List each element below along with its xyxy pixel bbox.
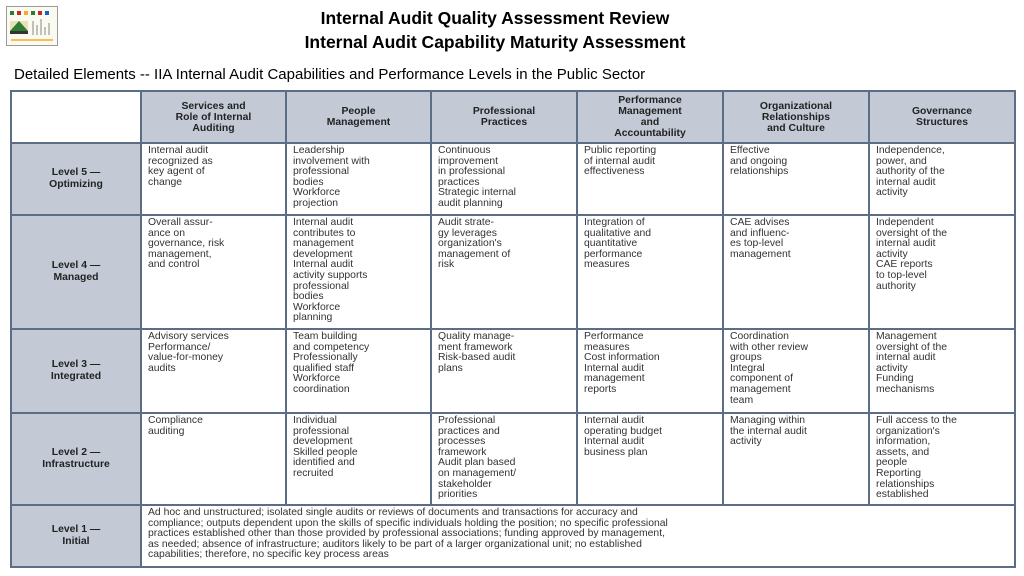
cell-text-line: mechanisms (876, 383, 935, 395)
table-row-level-1 (11, 505, 1015, 567)
cell-text-line: Level 2 — (51, 447, 101, 458)
cell-text-line: Professionally (293, 352, 358, 364)
cell-text-line: and (640, 117, 660, 128)
cell-text-line: audits (148, 362, 176, 374)
cell-text-line: groups (730, 352, 762, 364)
row-header-level-4 (11, 215, 141, 329)
cell-text-line: measures (584, 341, 630, 353)
table-row-level-3 (11, 329, 1015, 413)
cell-text-line: priorities (438, 489, 478, 501)
cell-text-line: Workforce (293, 301, 341, 313)
cell-text-line: Internal audit (584, 415, 645, 426)
cell-text-line: power, and (876, 155, 927, 167)
cell-text-line: to top-level (876, 269, 927, 281)
cell-text-line: oversight of the (876, 227, 948, 239)
cell-text-line: CAE advises (730, 217, 790, 228)
cell-text-line: Integrated (50, 371, 102, 382)
cell-text-line: Advisory services (148, 331, 229, 342)
row-header-level-3 (11, 329, 141, 413)
table-row-level-4 (11, 215, 1015, 329)
table-cell (869, 413, 1015, 505)
table-cell (577, 329, 723, 413)
cell-text-line: business plan (584, 446, 648, 458)
cell-text-line: Internal audit (293, 259, 354, 271)
cell-text-line: management of (438, 248, 511, 260)
cell-text-line: change (148, 176, 183, 188)
cell-text-line: identified and (293, 457, 355, 469)
table-cell (869, 143, 1015, 215)
row-header-level-2 (11, 413, 141, 505)
table-cell (141, 413, 286, 505)
cell-text-line: Quality manage- (438, 331, 515, 342)
cell-text-line: qualified staff (293, 362, 355, 374)
cell-text-line: audit planning (438, 197, 503, 209)
cell-text-line: Ad hoc and unstructured; isolated single audits or reviews of documents and transactions for accuracy and (148, 507, 638, 518)
cell-text-line: Internal audit (293, 217, 354, 228)
cell-text-line: information, (876, 436, 931, 448)
column-header-organizational-relationships (723, 91, 869, 143)
cell-text-line: activity (876, 362, 908, 374)
table-cell (141, 143, 286, 215)
cell-text-line: Integration of (584, 217, 645, 228)
cell-text-line: Coordination (730, 331, 789, 342)
cell-text-line: practices and (438, 425, 500, 437)
cell-text-line: Strategic internal (438, 187, 516, 199)
cell-text-line: organization's (438, 238, 502, 250)
cell-text-line: Relationships (761, 111, 831, 123)
cell-text-line: coordination (293, 383, 350, 395)
cell-text-line: established (876, 489, 929, 501)
cell-text-line: development (293, 436, 353, 448)
cell-text-line: Workforce (293, 187, 341, 199)
cell-text-line: recruited (293, 467, 334, 479)
cell-text-line: in professional (438, 166, 506, 178)
cell-text-line: value-for-money (148, 352, 224, 364)
table-cell (577, 413, 723, 505)
cell-text-line: and ongoing (730, 155, 788, 167)
cell-text-line: People (341, 106, 376, 117)
cell-text-line: activity (730, 436, 762, 448)
cell-text-line: Reporting (876, 467, 922, 479)
cell-text-line: assets, and (876, 446, 930, 458)
cell-text-line: Independent (876, 217, 934, 228)
table-cell (723, 413, 869, 505)
cell-text-line: Leadership (293, 145, 345, 156)
cell-text-line: effectiveness (584, 166, 645, 178)
cell-text-line: on management/ (438, 467, 516, 479)
cell-text-line: Level 1 — (51, 524, 101, 535)
cell-text-line: Professional (472, 106, 536, 117)
cell-text-line: reports (584, 383, 617, 395)
cell-text-line: practices (438, 176, 480, 188)
cell-text-line: management (584, 373, 645, 385)
row-header-level-5 (11, 143, 141, 215)
cell-text-line: team (730, 394, 754, 406)
cell-text-line: activity (876, 187, 908, 199)
table-cell (286, 413, 431, 505)
cell-text-line: ment framework (438, 341, 513, 353)
cell-text-line: people (876, 457, 908, 469)
cell-text-line: Auditing (192, 122, 235, 134)
cell-text-line: Organizational (759, 100, 833, 112)
cell-text-line: development (293, 248, 353, 260)
cell-text-line: Infrastructure (42, 459, 110, 470)
cell-text-line: internal audit (876, 352, 936, 364)
cell-text-line: contributes to (293, 227, 356, 239)
table-cell (577, 143, 723, 215)
cell-text-line: Effective (730, 145, 770, 156)
cell-text-line: the internal audit (730, 425, 807, 437)
cell-text-line: with other review (730, 341, 808, 353)
cell-text-line: Accountability (614, 128, 686, 139)
cell-text-line: Funding (876, 373, 914, 385)
cell-text-line: stakeholder (438, 478, 492, 490)
table-cell (286, 329, 431, 413)
cell-text-line: CAE reports (876, 259, 933, 271)
cell-text-line: internal audit (876, 176, 936, 188)
table-cell (431, 215, 577, 329)
column-header-people-management (286, 91, 431, 143)
cell-text-line: and competency (293, 341, 370, 353)
cell-text-line: Audit plan based (438, 457, 516, 469)
cell-text-line: and control (148, 259, 200, 271)
cell-text-line: management (293, 238, 354, 250)
table-cell (286, 215, 431, 329)
cell-text-line: Services and (181, 100, 246, 112)
cell-text-line: professional (293, 280, 350, 292)
capability-maturity-table (10, 90, 1016, 568)
cell-text-line: Practices (480, 117, 528, 128)
cell-text-line: management, (148, 248, 212, 260)
cell-text-line: qualitative and (584, 227, 652, 239)
cell-text-line: Team building (293, 331, 358, 342)
table-cell (286, 143, 431, 215)
cell-text-line: Individual (293, 415, 337, 426)
cell-text-line: management (730, 383, 791, 395)
cell-text-line: activity (876, 248, 908, 260)
cell-text-line: risk (438, 259, 455, 271)
cell-text-line: Skilled people (293, 446, 358, 458)
cell-text-line: quantitative (584, 238, 638, 250)
cell-text-line: compliance; outputs dependent upon the skills of specific individuals holding the position; no specific professional (148, 517, 668, 529)
table-cell (723, 215, 869, 329)
cell-text-line: Performance/ (148, 341, 211, 353)
cell-text-line: Initial (62, 536, 90, 547)
cell-text-line: Management (326, 117, 391, 128)
cell-text-line: Level 4 — (51, 260, 101, 271)
table-cell (869, 215, 1015, 329)
cell-text-line: Governance (911, 106, 973, 117)
cell-text-line: authority of the (876, 166, 945, 178)
column-header-governance-structures (869, 91, 1015, 143)
column-header-services-role (141, 91, 286, 143)
cell-text-line: relationships (730, 166, 789, 178)
cell-text-line: Full access to the (876, 415, 957, 426)
cell-text-line: processes (438, 436, 486, 448)
cell-text-line: ance on (148, 227, 185, 239)
cell-text-line: management (730, 248, 791, 260)
column-header-performance-management (577, 91, 723, 143)
table-row-level-2 (11, 413, 1015, 505)
cell-text-line: es top-level (730, 238, 784, 250)
cell-text-line: Integral (730, 362, 765, 374)
cell-text-line: Workforce (293, 373, 341, 385)
cell-text-line: auditing (148, 425, 185, 437)
cell-text-line: oversight of the (876, 341, 948, 353)
cell-text-line: Role of Internal (175, 111, 252, 123)
cell-text-line: Level 3 — (51, 359, 101, 370)
column-header-professional-practices (431, 91, 577, 143)
table-cell (141, 329, 286, 413)
table-cell (431, 413, 577, 505)
cell-text-line: Overall assur- (148, 217, 213, 228)
cell-text-line: plans (438, 362, 463, 374)
table-cell (723, 143, 869, 215)
cell-text-line: planning (293, 312, 333, 324)
cell-text-line: Cost information (584, 352, 660, 364)
cell-text-line: bodies (293, 176, 324, 188)
cell-text-line: Independence, (876, 145, 945, 156)
cell-text-line: Compliance (148, 415, 203, 426)
cell-text-line: Structures (916, 117, 968, 128)
cell-text-line: Public reporting (584, 145, 657, 156)
table-row-level-5 (11, 143, 1015, 215)
cell-text-line: Internal audit (148, 145, 209, 156)
cell-text-line: Performance (618, 95, 682, 106)
cell-text-line: activity supports (293, 269, 368, 281)
cell-text-line: authority (876, 280, 916, 292)
cell-text-line: framework (438, 446, 487, 458)
cell-text-line: professional (293, 166, 350, 178)
cell-text-line: Performance (584, 331, 644, 342)
cell-text-line: relationships (876, 478, 935, 490)
cell-text-line: as needed; absence of infrastructure; auditors likely to be part of a larger organizational unit; no established (148, 538, 642, 550)
table-cell (431, 329, 577, 413)
section-caption: Detailed Elements -- IIA Internal Audit Capabilities and Performance Levels in the Public Sector (14, 66, 646, 83)
cell-text-line: practices established other than those provided by professional associations; funding approved by management, (148, 528, 665, 540)
cell-text-line: Continuous (438, 145, 491, 156)
table-header-row (11, 91, 1015, 143)
cell-text-line: Management (876, 331, 937, 342)
cell-text-line: Optimizing (49, 179, 103, 190)
cell-text-line: recognized as (148, 155, 213, 167)
page-title: Internal Audit Quality Assessment Review (320, 8, 670, 28)
cell-text-line: Level 5 — (51, 167, 101, 178)
cell-text-line: operating budget (584, 425, 662, 437)
cell-text-line: projection (293, 197, 339, 209)
cell-text-line: organization's (876, 425, 940, 437)
cell-text-line: and Culture (767, 122, 825, 134)
cell-text-line: Management (618, 106, 682, 117)
cell-text-line: Professional (438, 415, 496, 426)
cell-text-line: key agent of (148, 166, 205, 178)
table-cell (141, 215, 286, 329)
cell-text-line: governance, risk (148, 238, 225, 250)
cell-text-line: Risk-based audit (438, 352, 516, 364)
organization-logo (6, 6, 58, 46)
cell-text-line: improvement (438, 155, 499, 167)
cell-text-line: of internal audit (584, 155, 656, 167)
row-header-level-1 (11, 505, 141, 567)
cell-text-line: measures (584, 259, 630, 271)
cell-text-line: Audit strate- (438, 217, 495, 228)
header-corner-cell (11, 91, 141, 143)
table-cell (723, 329, 869, 413)
cell-text-line: Managing within (730, 415, 806, 426)
cell-text-line: performance (584, 248, 643, 260)
cell-text-line: Managed (53, 272, 99, 283)
cell-text-line: gy leverages (438, 227, 497, 239)
cell-text-line: internal audit (876, 238, 936, 250)
cell-text-line: Internal audit (584, 362, 645, 374)
page-subtitle-title: Internal Audit Capability Maturity Assessment (304, 32, 686, 52)
table-cell (431, 143, 577, 215)
cell-text-line: involvement with (293, 155, 370, 167)
cell-text-line: component of (730, 373, 793, 385)
table-cell (869, 329, 1015, 413)
cell-text-line: and influenc- (730, 227, 790, 239)
table-cell (577, 215, 723, 329)
level-1-description (141, 505, 1015, 567)
cell-text-line: bodies (293, 291, 324, 303)
cell-text-line: professional (293, 425, 350, 437)
cell-text-line: Internal audit (584, 436, 645, 448)
cell-text-line: capabilities; therefore, no specific key process areas (148, 549, 389, 561)
